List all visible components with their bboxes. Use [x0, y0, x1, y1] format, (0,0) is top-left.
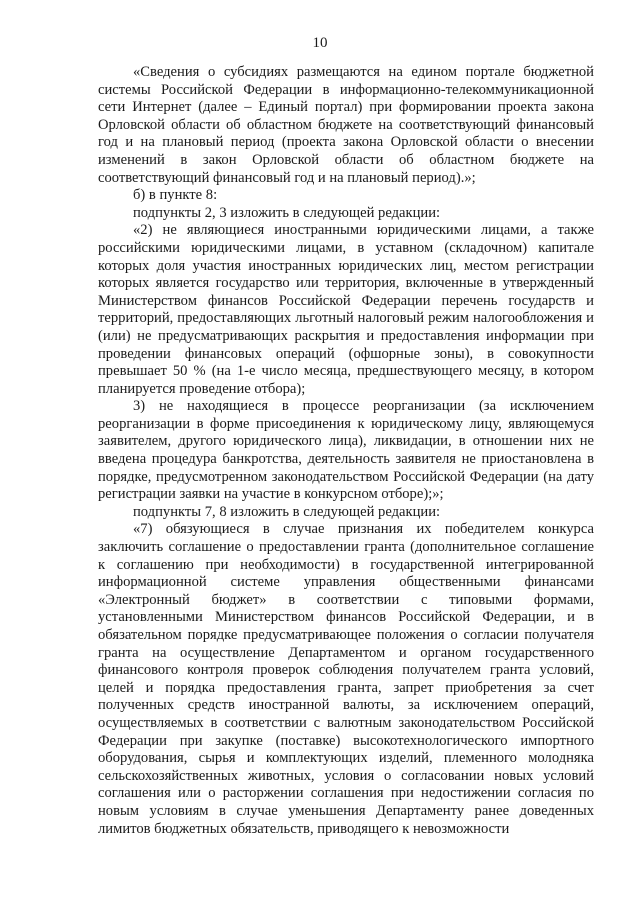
paragraph: «2) не являющиеся иностранными юридическими лицами, а также российскими юридическими лицами, в уставном (складочном) капитале которых доля участия иностранных юридических лиц, местом регистрации которых является государство или территория, включенные в утвержденный Министерством финансов Российской Федерации перечень государств и территорий, предоставляющих льготный налоговый режим налогообложения и (или) не предусматривающих раскрытия и предоставления информации при проведении финансовых операций (офшорные зоны), в совокупности превышает 50 % (на 1-е число месяца, предшествующего месяцу, в котором планируется проведение отбора);: [98, 222, 594, 397]
document-body: [98, 64, 594, 838]
paragraph: «Сведения о субсидиях размещаются на едином портале бюджетной системы Российской Федерации в информационно-телекоммуникационной сети Интернет (далее – Единый портал) при формировании проекта закона Орловской области об областном бюджете на соответствующий финансовый год и на плановый период (проекта закона Орловской области о внесении изменений в закон Орловской области об областном бюджете на соответствующий финансовый год и на плановый период).»;: [98, 64, 594, 186]
paragraph: «7) обязующиеся в случае признания их победителем конкурса заключить соглашение о предоставлении гранта (дополнительное соглашение к соглашению при необходимости) в государственной интегрированной информационной системе управления общественными финансами «Электронный бюджет» в соответствии с типовыми формами, установленными Министерством финансов Российской Федерации, и в обязательном порядке предусматривающее положения о согласии получателя гранта на осуществление Департаментом и органом государственного финансового контроля проверок соблюдения получателем гранта условий, целей и порядка предоставления гранта, запрет приобретения за счет полученных средств иностранной валюты, за исключением операций, осуществляемых в соответствии с валютным законодательством Российской Федерации при закупке (поставке) высокотехнологического импортного оборудования, сырья и комплектующих изделий, племенного молодняка сельскохозяйственных животных, условия о согласовании новых условий соглашения или о расторжении соглашения при недостижении согласия по новым условиям в случае уменьшения Департаменту ранее доведенных лимитов бюджетных обязательств, приводящего к невозможности: [98, 521, 594, 837]
page-number: 10: [312, 35, 328, 51]
paragraph: подпункты 7, 8 изложить в следующей редакции:: [133, 503, 441, 520]
paragraph: подпункты 2, 3 изложить в следующей редакции:: [133, 204, 441, 221]
paragraph: б) в пункте 8:: [133, 187, 218, 204]
paragraph: 3) не находящиеся в процессе реорганизации (за исключением реорганизации в форме присоединения к юридическому лицу, являющемуся заявителем, другого юридического лица), ликвидации, в отношении них не введена процедура банкротства, деятельность заявителя не приостановлена в порядке, предусмотренном законодательством Российской Федерации (на дату регистрации заявки на участие в конкурсном отборе);»;: [98, 398, 594, 503]
